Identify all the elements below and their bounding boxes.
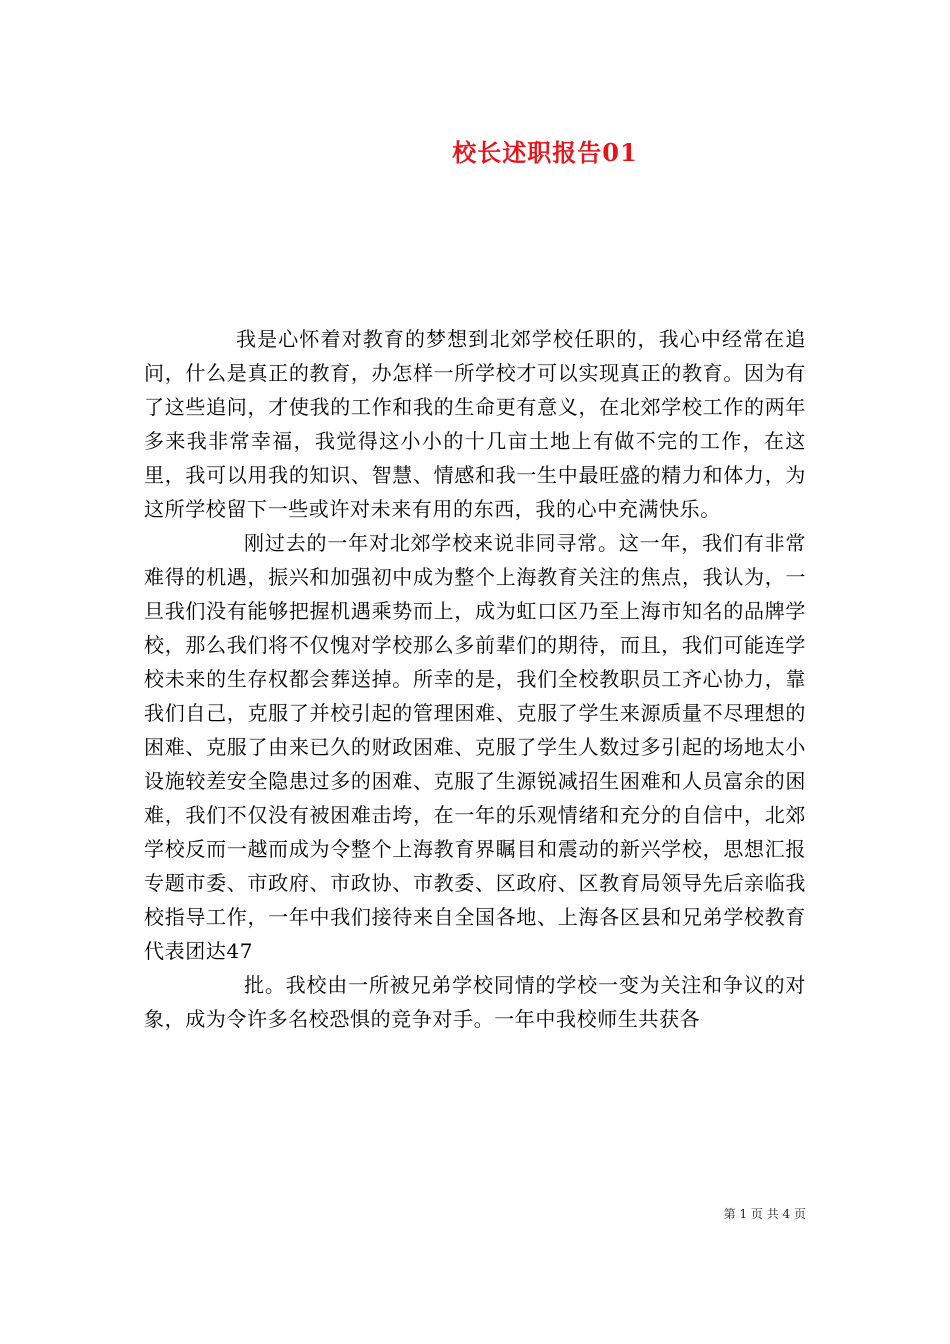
document-body bbox=[144, 322, 806, 1036]
paragraph-3: 批。我校由一所被兄弟学校同情的学校一变为关注和争议的对象，成为令许多名校恐惧的竞争对手。一年中我校师生共获各 bbox=[144, 973, 806, 1031]
document-title: 校长述职报告01 bbox=[452, 138, 638, 167]
paragraph-2: 刚过去的一年对北郊学校来说非同寻常。这一年，我们有非常难得的机遇，振兴和加强初中成为整个上海教育关注的焦点，我认为，一旦我们没有能够把握机遇乘势而上，成为虹口区乃至上海市知名的品牌学校，那么我们将不仅愧对学校那么多前辈们的期待，而且，我们可能连学校未来的生存权都会葬送掉。所幸的是，我们全校教职员工齐心协力，靠我们自己，克服了并校引起的管理困难、克服了学生来源质量不尽理想的困难、克服了由来已久的财政困难、克服了学生人数过多引起的场地太小设施较差安全隐患过多的困难、克服了生源锐减招生困难和人员富余的困难，我们不仅没有被困难击垮，在一年的乐观情绪和充分的自信中，北郊学校反而一越而成为令整个上海教育界瞩目和震动的新兴学校，思想汇报专题市委、市政府、市政协、市教委、区政府、区教育局领导先后亲临我校指导工作，一年中我们接待来自全国各地、上海各区县和兄弟学校教育代表团达47 bbox=[144, 531, 806, 963]
paragraph-1: 我是心怀着对教育的梦想到北郊学校任职的，我心中经常在追问，什么是真正的教育，办怎样一所学校才可以实现真正的教育。因为有了这些追问，才使我的工作和我的生命更有意义，在北郊学校工作的两年多来我非常幸福，我觉得这小小的十几亩土地上有做不完的工作，在这里，我可以用我的知识、智慧、情感和我一生中最旺盛的精力和体力，为这所学校留下一些或许对未来有用的东西，我的心中充满快乐。 bbox=[144, 327, 806, 521]
page-number-footer: 第 1 页 共 4 页 bbox=[723, 1207, 806, 1221]
